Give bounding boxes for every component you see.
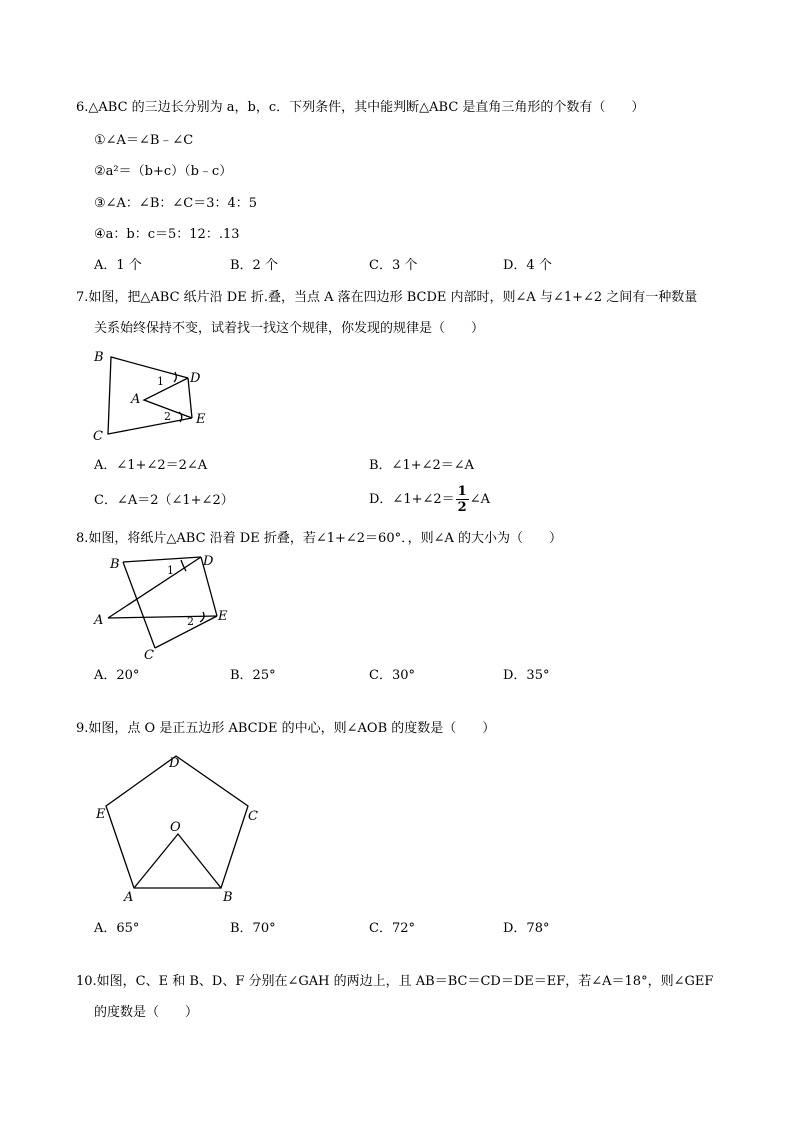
q8-label-c: C bbox=[144, 648, 154, 663]
q6-condition-3: ③∠A：∠B：∠C＝3：4：5 bbox=[94, 196, 258, 211]
q7-option-a[interactable]: A．∠1+∠2＝2∠A bbox=[94, 458, 208, 473]
q10-stem-line1: 10.如图，C、E 和 B、D、F 分别在∠GAH 的两边上，且 AB＝BC＝CD＝DE＝EF，若∠A＝18°，则∠GEF bbox=[76, 974, 714, 989]
q8-label-d: D bbox=[203, 554, 214, 569]
q7-option-d[interactable] bbox=[369, 484, 490, 515]
q7-angle1-arc bbox=[174, 372, 176, 382]
q9-label-e: E bbox=[96, 807, 106, 822]
q9-label-b: B bbox=[223, 890, 233, 905]
q6-condition-1: ①∠A＝∠B﹣∠C bbox=[94, 133, 194, 148]
q9-lines-ao-ob bbox=[134, 834, 221, 888]
q7-option-d-denominator: 2 bbox=[457, 500, 467, 515]
q7-option-d-prefix: D．∠1+∠2＝ bbox=[369, 491, 455, 507]
q8-label-a: A bbox=[94, 613, 104, 628]
q8-label-2: 2 bbox=[187, 615, 194, 628]
q8-side-ae bbox=[108, 616, 217, 618]
q9-option-a[interactable]: A．65° bbox=[94, 921, 140, 936]
q9-label-c: C bbox=[248, 809, 258, 824]
q8-label-1: 1 bbox=[167, 564, 174, 577]
q6-option-d[interactable]: D．4 个 bbox=[503, 258, 552, 273]
q6-condition-4: ④a：b：c＝5：12：.13 bbox=[94, 227, 240, 242]
q7-stem-line2: 关系始终保持不变，试着找一找这个规律，你发现的规律是（ ） bbox=[94, 321, 485, 336]
q9-label-d: D bbox=[169, 756, 180, 771]
q8-option-b[interactable]: B．25° bbox=[230, 668, 276, 683]
q6-option-b[interactable]: B．2 个 bbox=[230, 258, 278, 273]
q9-label-a: A bbox=[124, 890, 134, 905]
q8-angle2-arc bbox=[200, 612, 204, 622]
q7-label-b: B bbox=[94, 350, 104, 365]
q8-option-d[interactable]: D．35° bbox=[503, 668, 550, 683]
q7-quad-edges bbox=[108, 357, 192, 434]
q8-side-ad bbox=[108, 557, 201, 618]
q9-option-d[interactable]: D．78° bbox=[503, 921, 550, 936]
q7-label-c: C bbox=[93, 429, 103, 444]
q9-label-o: O bbox=[170, 820, 181, 835]
q10-stem-line2: 的度数是（ ） bbox=[94, 1005, 199, 1020]
q6-stem: 6.△ABC 的三边长分别为 a，b，c．下列条件，其中能判断△ABC 是直角三角形的个数有（ ） bbox=[76, 100, 645, 115]
q6-condition-2: ②a²＝（b+c）（b﹣c） bbox=[94, 164, 233, 179]
q7-label-1: 1 bbox=[157, 375, 164, 388]
q6-option-c[interactable]: C．3 个 bbox=[369, 258, 418, 273]
q7-label-d: D bbox=[190, 371, 201, 386]
q7-option-c[interactable]: C．∠A＝2（∠1+∠2） bbox=[94, 493, 234, 508]
q7-option-d-suffix: ∠A bbox=[469, 491, 490, 507]
q8-stem: 8.如图，将纸片△ABC 沿着 DE 折叠，若∠1+∠2＝60°．，则∠A 的大小为（ ） bbox=[76, 531, 563, 546]
q9-option-c[interactable]: C．72° bbox=[369, 921, 415, 936]
q9-stem: 9.如图，点 O 是正五边形 ABCDE 的中心，则∠AOB 的度数是（ ） bbox=[76, 721, 496, 736]
q7-option-d-fraction bbox=[456, 484, 469, 515]
q8-segment-c-e bbox=[155, 616, 217, 648]
q7-label-a: A bbox=[131, 392, 141, 407]
q8-label-e: E bbox=[218, 609, 228, 624]
q9-option-b[interactable]: B．70° bbox=[230, 921, 276, 936]
q7-stem-line1: 7.如图，把△ABC 纸片沿 DE 折.叠，当点 A 落在四边形 BCDE 内部时，则∠A 与∠1+∠2 之间有一种数量 bbox=[76, 290, 698, 305]
q8-side-bd bbox=[123, 557, 201, 562]
q7-label-2: 2 bbox=[164, 410, 171, 423]
q7-option-d-numerator: 1 bbox=[457, 484, 467, 499]
q8-label-b: B bbox=[110, 557, 120, 572]
q8-option-c[interactable]: C．30° bbox=[369, 668, 415, 683]
q7-option-b[interactable]: B．∠1+∠2＝∠A bbox=[369, 458, 475, 473]
q7-label-e: E bbox=[196, 412, 206, 427]
q6-option-a[interactable]: A．1 个 bbox=[94, 258, 142, 273]
q8-option-a[interactable]: A．20° bbox=[94, 668, 140, 683]
